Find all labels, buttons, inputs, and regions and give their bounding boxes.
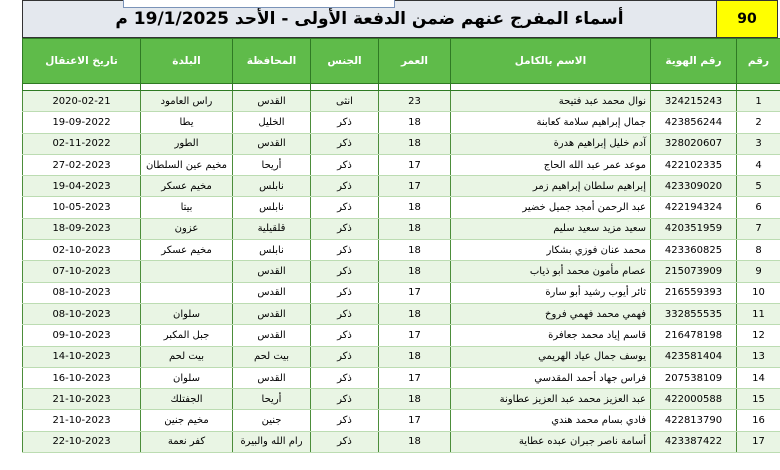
cell-name: فراس جهاد أحمد المقدسي — [451, 367, 651, 388]
cell-age: 18 — [379, 431, 451, 452]
cell-gender: ذكر — [311, 218, 379, 239]
table-row — [23, 389, 780, 410]
cell-town — [141, 261, 233, 282]
cell-age: 17 — [379, 367, 451, 388]
prisoners-table — [22, 38, 780, 453]
cell-name: فادي بسام محمد هندي — [451, 410, 651, 431]
cell-arrest-date: 09-10-2023 — [23, 325, 141, 346]
title-bar — [22, 0, 778, 38]
cell-age: 18 — [379, 389, 451, 410]
cell-gender: ذكر — [311, 176, 379, 197]
count-badge: 90 — [716, 0, 778, 38]
cell-num: 12 — [737, 325, 780, 346]
cell-town: مخيم عسكر — [141, 240, 233, 261]
cell-num: 7 — [737, 218, 780, 239]
cell-num: 11 — [737, 303, 780, 324]
cell-id: 328020607 — [651, 133, 737, 154]
table-row — [23, 154, 780, 175]
page-title-cell — [22, 0, 716, 38]
table-row — [23, 431, 780, 452]
cell-name: عصام مأمون محمد أبو ذياب — [451, 261, 651, 282]
cell-id: 422102335 — [651, 154, 737, 175]
cell-num: 3 — [737, 133, 780, 154]
cell-gender: ذكر — [311, 325, 379, 346]
table-row — [23, 112, 780, 133]
cell-gender: ذكر — [311, 240, 379, 261]
cell-num: 14 — [737, 367, 780, 388]
cell-governorate: أريحا — [233, 389, 311, 410]
cell-governorate: القدس — [233, 282, 311, 303]
cell-governorate: بيت لحم — [233, 346, 311, 367]
cell-id: 420351959 — [651, 218, 737, 239]
cell-governorate: نابلس — [233, 197, 311, 218]
col-header-age: العمر — [379, 39, 451, 84]
cell-age: 17 — [379, 154, 451, 175]
col-header-gender: الجنس — [311, 39, 379, 84]
cell-governorate: القدس — [233, 367, 311, 388]
cell-name: موعد عمر عبد الله الحاج — [451, 154, 651, 175]
cell-arrest-date: 19-04-2023 — [23, 176, 141, 197]
cell-town: يطا — [141, 112, 233, 133]
cell-num: 8 — [737, 240, 780, 261]
cell-id: 216478198 — [651, 325, 737, 346]
cell-governorate: الخليل — [233, 112, 311, 133]
cell-town: مخيم عين السلطان — [141, 154, 233, 175]
cell-gender: ذكر — [311, 303, 379, 324]
cell-id: 423309020 — [651, 176, 737, 197]
cell-num: 5 — [737, 176, 780, 197]
table-row — [23, 176, 780, 197]
cell-town: سلوان — [141, 367, 233, 388]
cell-arrest-date: 16-10-2023 — [23, 367, 141, 388]
cell-arrest-date: 21-10-2023 — [23, 410, 141, 431]
cell-town: جبل المكبر — [141, 325, 233, 346]
page-title: أسماء المفرج عنهم ضمن الدفعة الأولى - الأحد 19/1/2025 م — [115, 9, 624, 29]
cell-age: 18 — [379, 218, 451, 239]
table-row — [23, 282, 780, 303]
cell-num: 10 — [737, 282, 780, 303]
cell-age: 23 — [379, 91, 451, 112]
cell-age: 18 — [379, 346, 451, 367]
cell-town — [141, 282, 233, 303]
cell-gender: ذكر — [311, 133, 379, 154]
cell-name: عبد الرحمن أمجد جميل خضير — [451, 197, 651, 218]
table-row — [23, 410, 780, 431]
cell-num: 2 — [737, 112, 780, 133]
cell-age: 18 — [379, 240, 451, 261]
cell-name: أسامة ناصر جبران عبده عطاية — [451, 431, 651, 452]
table-row — [23, 346, 780, 367]
cell-name: نوال محمد عبد فتيحة — [451, 91, 651, 112]
cell-num: 13 — [737, 346, 780, 367]
cell-gender: ذكر — [311, 154, 379, 175]
cell-governorate: القدس — [233, 91, 311, 112]
cell-town: عزون — [141, 218, 233, 239]
cell-town: الطور — [141, 133, 233, 154]
cell-gender: ذكر — [311, 389, 379, 410]
col-header-num: رقم — [737, 39, 780, 84]
cell-arrest-date: 27-02-2023 — [23, 154, 141, 175]
cell-town: سلوان — [141, 303, 233, 324]
cell-arrest-date: 02-11-2022 — [23, 133, 141, 154]
cell-name: يوسف جمال عياد الهريمي — [451, 346, 651, 367]
header-tab-box — [123, 0, 395, 8]
col-header-id: رقم الهوية — [651, 39, 737, 84]
col-header-name: الاسم بالكامل — [451, 39, 651, 84]
cell-name: آدم خليل إبراهيم هدرة — [451, 133, 651, 154]
cell-governorate: جنين — [233, 410, 311, 431]
cell-num: 9 — [737, 261, 780, 282]
cell-gender: ذكر — [311, 261, 379, 282]
cell-age: 18 — [379, 303, 451, 324]
cell-age: 18 — [379, 197, 451, 218]
table-row — [23, 325, 780, 346]
cell-id: 423581404 — [651, 346, 737, 367]
table-row — [23, 261, 780, 282]
cell-name: قاسم إياد محمد جعافرة — [451, 325, 651, 346]
cell-name: فهمي محمد فهمي فروخ — [451, 303, 651, 324]
col-header-town: البلدة — [141, 39, 233, 84]
cell-id: 332855535 — [651, 303, 737, 324]
cell-arrest-date: 19-09-2022 — [23, 112, 141, 133]
cell-governorate: نابلس — [233, 240, 311, 261]
table-row — [23, 240, 780, 261]
cell-arrest-date: 02-10-2023 — [23, 240, 141, 261]
cell-id: 422194324 — [651, 197, 737, 218]
cell-arrest-date: 07-10-2023 — [23, 261, 141, 282]
col-header-governorate: المحافظة — [233, 39, 311, 84]
cell-num: 15 — [737, 389, 780, 410]
cell-age: 17 — [379, 325, 451, 346]
cell-id: 422813790 — [651, 410, 737, 431]
cell-arrest-date: 14-10-2023 — [23, 346, 141, 367]
cell-id: 423360825 — [651, 240, 737, 261]
cell-num: 1 — [737, 91, 780, 112]
cell-age: 18 — [379, 112, 451, 133]
cell-age: 18 — [379, 261, 451, 282]
table-body — [23, 84, 780, 453]
cell-arrest-date: 18-09-2023 — [23, 218, 141, 239]
cell-governorate: أريحا — [233, 154, 311, 175]
cell-governorate: القدس — [233, 261, 311, 282]
cell-governorate: القدس — [233, 133, 311, 154]
cell-age: 18 — [379, 133, 451, 154]
table-row — [23, 133, 780, 154]
cell-id: 207538109 — [651, 367, 737, 388]
cell-name: جمال إبراهيم سلامة كعابنة — [451, 112, 651, 133]
table-row — [23, 197, 780, 218]
cell-governorate: نابلس — [233, 176, 311, 197]
cell-arrest-date: 2020-02-21 — [23, 91, 141, 112]
cell-arrest-date: 08-10-2023 — [23, 303, 141, 324]
cell-num: 17 — [737, 431, 780, 452]
cell-gender: ذكر — [311, 282, 379, 303]
cell-governorate: رام الله والبيرة — [233, 431, 311, 452]
cell-governorate: القدس — [233, 303, 311, 324]
cell-town: الجفتلك — [141, 389, 233, 410]
cell-id: 423856244 — [651, 112, 737, 133]
table-header-row — [23, 39, 780, 84]
cell-gender: ذكر — [311, 346, 379, 367]
cell-town: بيتا — [141, 197, 233, 218]
cell-arrest-date: 22-10-2023 — [23, 431, 141, 452]
cell-gender: انثى — [311, 91, 379, 112]
header-spacer-row — [23, 84, 780, 91]
cell-arrest-date: 08-10-2023 — [23, 282, 141, 303]
cell-governorate: القدس — [233, 325, 311, 346]
cell-name: ثائر أيوب رشيد أبو سارة — [451, 282, 651, 303]
cell-id: 422000588 — [651, 389, 737, 410]
cell-gender: ذكر — [311, 410, 379, 431]
cell-town: راس العامود — [141, 91, 233, 112]
cell-name: محمد عنان فوزي بشكار — [451, 240, 651, 261]
table-row — [23, 303, 780, 324]
cell-gender: ذكر — [311, 431, 379, 452]
cell-id: 215073909 — [651, 261, 737, 282]
cell-num: 6 — [737, 197, 780, 218]
cell-name: سعيد مزيد سعيد سليم — [451, 218, 651, 239]
table-row — [23, 91, 780, 112]
cell-town: مخيم عسكر — [141, 176, 233, 197]
cell-town: بيت لحم — [141, 346, 233, 367]
col-header-arrest-date: تاريخ الاعتقال — [23, 39, 141, 84]
cell-arrest-date: 21-10-2023 — [23, 389, 141, 410]
cell-town: مخيم جنين — [141, 410, 233, 431]
cell-id: 423387422 — [651, 431, 737, 452]
cell-age: 17 — [379, 176, 451, 197]
cell-gender: ذكر — [311, 367, 379, 388]
cell-arrest-date: 10-05-2023 — [23, 197, 141, 218]
cell-num: 16 — [737, 410, 780, 431]
table-row — [23, 367, 780, 388]
cell-id: 324215243 — [651, 91, 737, 112]
cell-num: 4 — [737, 154, 780, 175]
table-row — [23, 218, 780, 239]
cell-town: كفر نعمة — [141, 431, 233, 452]
cell-gender: ذكر — [311, 197, 379, 218]
cell-id: 216559393 — [651, 282, 737, 303]
cell-governorate: قلقيلية — [233, 218, 311, 239]
cell-name: عبد العزيز محمد عبد العزيز عطاونة — [451, 389, 651, 410]
cell-name: إبراهيم سلطان إبراهيم زمر — [451, 176, 651, 197]
cell-age: 17 — [379, 282, 451, 303]
cell-age: 17 — [379, 410, 451, 431]
cell-gender: ذكر — [311, 112, 379, 133]
